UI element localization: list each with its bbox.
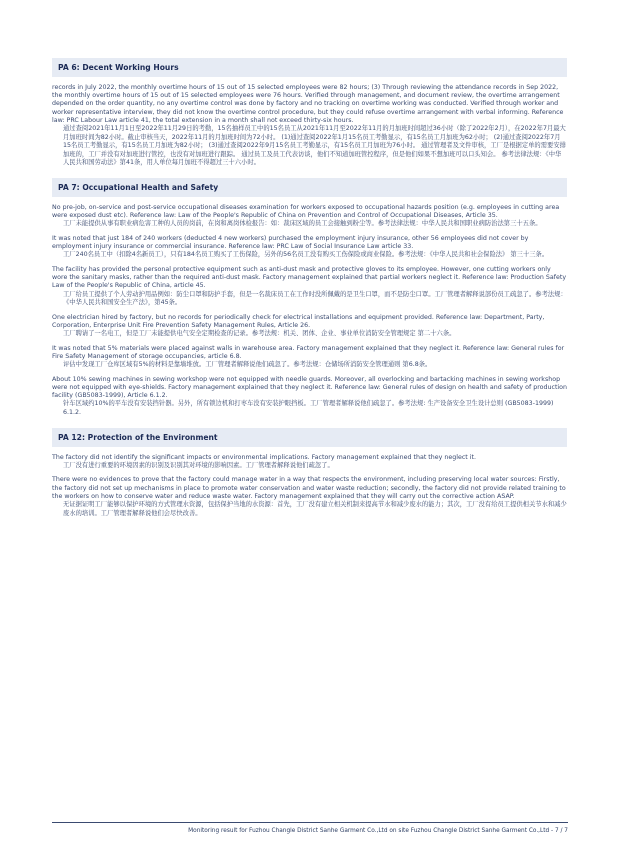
finding-paragraph	[52, 476, 567, 518]
finding-text-en: One electrician hired by factory, but no records for periodically check for electrical installations and equipment provided. Reference law: Department, Party, Corporation, Enterprise Unit Fire Prevention Safety Management Rules, Article 26.	[52, 313, 545, 329]
page-footer: Monitoring result for Fuzhou Changle District Sanhe Garment Co.,Ltd on site Fuzhou Changle District Sanhe Garment Co.,Ltd - 7 / 7	[52, 822, 568, 834]
section-header: PA 6: Decent Working Hours	[52, 58, 567, 77]
finding-text-en: records in July 2022, the monthly overtime hours of 15 out of 15 selected employees were 82 hours; (3) Through reviewing the attendance records in Sep 2022, the monthly overtime hours of 15 out of 15 selected employees were 76 hours. Verified through management, and document review, the overtime arrangement depended on the order quantity, no any overtime control was done by factory and no tracking on overtime working was conducted. Verified through worker and worker representative interview, they did not know the overtime control procedure, but they could refuse overtime arrangement with verbal informing. Reference law: PRC Labour Law article 41, the total extension in a month shall not exceed thirty-six hours.	[52, 84, 564, 124]
finding-paragraph	[52, 84, 567, 168]
finding-paragraph	[52, 235, 567, 260]
finding-text-en: The factory did not identify the significant impacts or environmental implications. Factory management explained that they neglect it.	[52, 453, 476, 461]
finding-text-zh: 工厂给员工提供了个人劳动护用品例如：防尘口罩和防护手套，但是一名裁床员工在工作时没所佩戴的是卫生口罩，而不是防尘口罩。工厂管理者解释说部份员工疏忽了。参考法规：《中华人民共和国安全生产法》，第45条。	[63, 290, 567, 307]
section-pa6	[52, 58, 567, 168]
finding-paragraph	[52, 345, 567, 370]
finding-paragraph	[52, 314, 567, 339]
finding-paragraph	[52, 204, 567, 229]
finding-text-en: It was noted that just 184 of 240 workers (deducted 4 new workers) purchased the employment injury insurance, other 56 employees did not cover by employment injury insurance or commercial insurance. Reference law: PRC Law of Social Insurance Law article 33.	[52, 234, 529, 251]
finding-text-en: There were no evidences to prove that the factory could manage water in a way that respects the environment, including preserving local water sources: Firstly, the factory did not set up mechanisms in place to promote water conservation and water waste reduction; secondly, the factory did not provide related training to the workers on how to conserve water and reduce waste water. Factory management explained that they will carry out the corrective action ASAP.	[52, 476, 566, 500]
finding-paragraph	[52, 376, 567, 418]
finding-paragraph	[52, 266, 567, 308]
finding-text-en: The facility has provided the personal protective equipment such as anti-dust mask and protective gloves to its employee. However, one cutting workers only wore the sanitary masks, rather than the required anti-dust mask. Factory management explained that partial workers neglect it. Reference law: Production Safety Law of the People's Republic of China, article 45.	[52, 265, 567, 290]
finding-text-zh: 工厂聘请了一名电工，但是工厂未能提供电气安全定期检查的记录。参考法规：机关、团体、企业、事业单位消防安全管理规定 第二十六条。	[63, 330, 456, 338]
finding-text-zh: 无证据证明工厂能够以保护环境的方式管理水资源，包括保护当地的水资源：首先，工厂没有建立相关机制来提高节水和减少废水的能力；其次，工厂没有给员工提供相关节水和减少废水的培训。工厂管理者解释说他们会尽快改善。	[63, 500, 567, 517]
finding-text-en: No pre-job, on-service and post-service occupational diseases examination for workers exposed to occupational hazards position (e.g. employees in cutting area were exposed dust etc). Reference law: Law of the People's Republic of China on Prevention and Control of Occupational Diseases, Article 35.	[52, 203, 560, 220]
finding-text-zh: 针车区域约10%的平车没有安装挡针器。另外，所有锁边机和打枣车没有安装护眼挡板。工厂管理者解释说他们疏忽了。参考法规: 生产设备安全卫生设计总则 (GB5083-1999) 6.1.2.	[63, 400, 554, 416]
finding-text-zh: 评估中发现工厂仓库区域有5%的材料是靠墙堆放。工厂管理者解释说他们疏忽了。参考法规：仓储场所消防安全管理通则 第6.8条。	[63, 361, 432, 369]
section-pa12	[52, 428, 567, 519]
finding-text-zh: 工厂没有进行重要的环境因素的识别及识别其对环境的影响因素。工厂管理者解释说他们疏忽了。	[63, 461, 334, 469]
finding-text-zh: 工厂未能提供从事有职业病危害工种的人员的岗前，在岗和离岗体检报告：如：裁床区域的员工会接触到粉尘等。参考法律法规：中华人民共和国职业病防治法第三十五条。	[63, 220, 542, 228]
finding-text-zh: 通过查阅2021年11月1日至2022年11月29日的考勤，15名抽样员工中的15名员工从2021年11月至2022年11月的月加班时间超过36小时（除了2022年2月），在2022年7月最大月加班时间为82小时。截止审核当天，2022年11月的月加班时间为72小时。 (1)通过查阅2022年1月15名员工考勤显示，有15名员工月加班为62小时； (2)通过查阅2022年7月15名员工考勤显示，有15名员工月加班为82小时； (3)通过查阅2022年9月15名员工考勤显示，有15名员工月加班为76小时。 通过管理者及文件审核，工厂是根据定单的需要安排加班的，工厂并没有对加班进行管控，也没有对加班进行跟踪。 通过员工及员工代表访谈，他们不知道加班管控程序，但是他们如果不想加班可以口头知会。 参考法律法规：《中华人民共和国劳动法》第41条，用人单位每月加班不得超过三十六小时。	[63, 125, 566, 167]
section-header: PA 7: Occupational Health and Safety	[52, 178, 567, 197]
finding-paragraph	[52, 454, 567, 471]
finding-text-en: About 10% sewing machines in sewing workshop were not equipped with needle guards. Moreover, all overlocking and bartacking machines in sewing workshop were not equipped with eye-shields. Factory management explained that they neglect it. Reference law: General rules of design on health and safety of production facility (GB5083-1999), Article 6.1.2.	[52, 375, 568, 400]
section-header: PA 12: Protection of the Environment	[52, 428, 567, 447]
finding-text-zh: 工厂240名员工中（扣除4名新员工），只有184名员工购买了工伤保险，另外的56名员工没有购买工伤保险或商业保险。参考法规：《中华人民共和社会保险法》 第三十三条。	[63, 251, 549, 259]
finding-text-en: It was noted that 5% materials were placed against walls in warehouse area. Factory management explained that they neglect it. Reference law: General rules for Fire Safety Management of storage occupancies, article 6.8.	[52, 344, 565, 360]
section-pa7	[52, 178, 567, 418]
document-body	[52, 58, 567, 524]
